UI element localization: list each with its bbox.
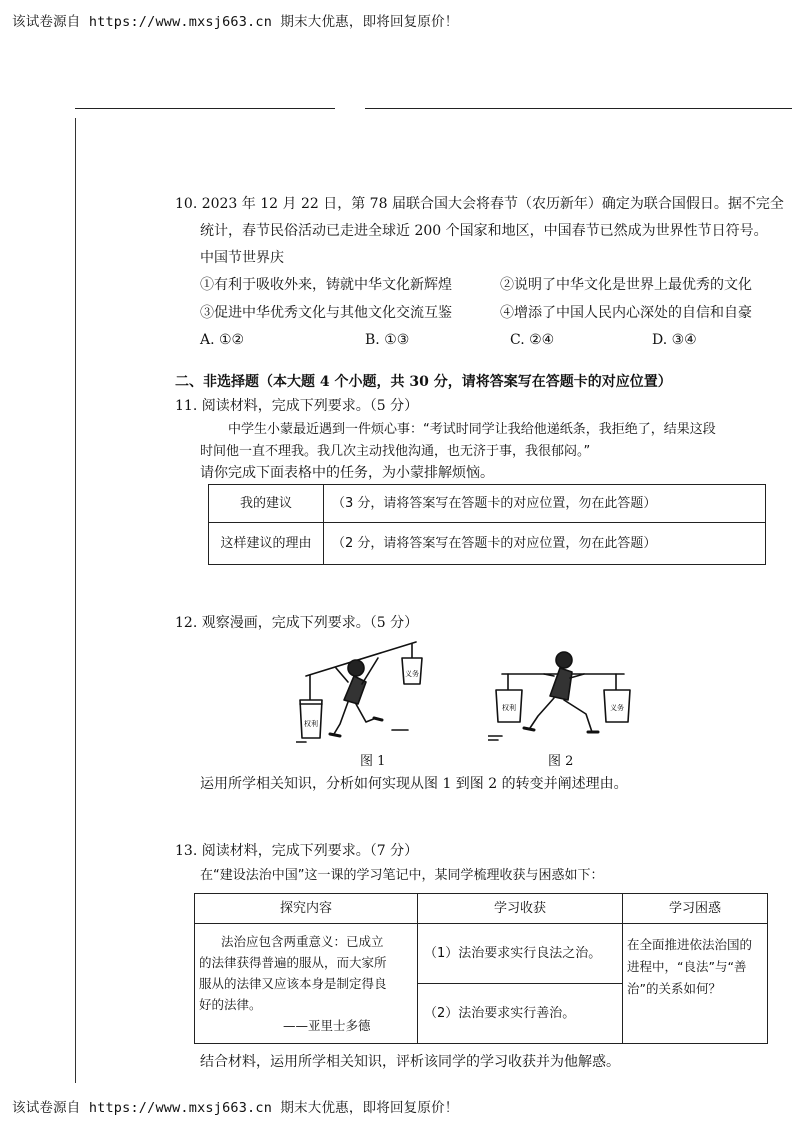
q11-title: 11. 阅读材料，完成下列要求。（5 分） (175, 398, 419, 414)
q13-gain-2: （2）法治要求实行善治。 (418, 984, 623, 1044)
q12-task: 运用所学相关知识，分析如何实现从图 1 到图 2 的转变并阐述理由。 (200, 776, 628, 792)
q11-table (208, 484, 766, 565)
q10-line2: 统计，春节民俗活动已走进全球近 200 个国家和地区，中国春节已然成为世界性节日符号。 (200, 223, 768, 239)
q10-option-1: ①有利于吸收外来，铸就中华文化新辉煌 (200, 277, 452, 293)
q13-intro: 在“建设法治中国”这一课的学习笔记中，某同学梳理收获与困惑如下： (200, 868, 604, 883)
q10-option-2: ②说明了中华文化是世界上最优秀的文化 (500, 277, 752, 293)
q10-option-3: ③促进中华优秀文化与其他文化交流互鉴 (200, 305, 452, 321)
figure-1-bucket-duty: 义务 (405, 670, 419, 678)
q12-title: 12. 观察漫画，完成下列要求。（5 分） (175, 615, 419, 631)
q11-material-line1: 中学生小蒙最近遇到一件烦心事：“考试时同学让我给他递纸条，我拒绝了，结果这段 (228, 422, 716, 437)
figure-2-cartoon (488, 640, 638, 748)
section2-heading: 二、非选择题（本大题 4 个小题，共 30 分，请将答案写在答题卡的对应位置） (175, 374, 672, 390)
q13-content-line1: 法治应包含两重意义：已成立 (221, 934, 384, 949)
q13-title: 13. 阅读材料，完成下列要求。（7 分） (175, 843, 419, 859)
q11-material-line2: 时间他一直不理我。我几次主动找他沟通，也无济于事，我很郁闷。” (200, 444, 591, 459)
q10-line1: 10. 2023 年 12 月 22 日，第 78 届联合国大会将春节（农历新年）确定为联合国假日。据不完全 (175, 196, 784, 212)
figure-1-caption: 图 1 (360, 754, 386, 769)
q13-confusion-line2: 进程中，“良法”与“善 (627, 959, 747, 974)
q11-task: 请你完成下面表格中的任务，为小蒙排解烦恼。 (200, 465, 494, 481)
q10-choice-a: A. ①② (200, 332, 245, 348)
binding-line (75, 118, 76, 1083)
q13-gain-1: （1）法治要求实行良法之治。 (418, 924, 623, 984)
q13-content-cell (195, 924, 418, 1044)
q11-row1-value: （3 分，请将答案写在答题卡的对应位置，勿在此答题） (324, 485, 766, 523)
q10-choice-d: D. ③④ (652, 332, 697, 348)
figure-2-bucket-rights: 权利 (502, 704, 516, 712)
q13-content-line3: 服从的法律又应该本身是制定得良 (199, 976, 387, 991)
q10-line3: 中国节世界庆 (200, 250, 284, 266)
q13-task: 结合材料，运用所学相关知识，评析该同学的学习收获并为他解惑。 (200, 1054, 620, 1070)
q11-row1-label: 我的建议 (209, 485, 324, 523)
figure-2-bucket-duty: 义务 (610, 704, 624, 712)
bottom-banner: 该试卷源自 https://www.mxsj663.cn 期末大优惠，即将回复原价！ (12, 1100, 459, 1116)
header-rule (75, 108, 792, 109)
q13-content-author: ——亚里士多德 (283, 1018, 371, 1033)
q11-row2-value: （2 分，请将答案写在答题卡的对应位置，勿在此答题） (324, 523, 766, 565)
q10-choice-b: B. ①③ (365, 332, 410, 348)
top-banner: 该试卷源自 https://www.mxsj663.cn 期末大优惠，即将回复原价！ (12, 14, 459, 30)
q10-option-4: ④增添了中国人民内心深处的自信和自豪 (500, 305, 752, 321)
q13-col-header-content: 探究内容 (195, 894, 418, 924)
figure-1-cartoon (296, 638, 446, 748)
q13-content-line2: 的法律获得普遍的服从，而大家所 (199, 955, 387, 970)
q10-choice-c: C. ②④ (510, 332, 555, 348)
q13-confusion-cell (623, 924, 768, 1044)
q13-col-header-gain: 学习收获 (418, 894, 623, 924)
figure-1-bucket-rights: 权利 (304, 720, 318, 728)
figure-2-caption: 图 2 (548, 754, 574, 769)
q13-confusion-line1: 在全面推进依法治国的 (627, 937, 753, 952)
q13-content-line4: 好的法律。 (199, 997, 262, 1012)
q13-col-header-confusion: 学习困惑 (623, 894, 768, 924)
q11-row2-label: 这样建议的理由 (209, 523, 324, 565)
q13-table (194, 893, 768, 1044)
q13-confusion-line3: 治”的关系如何？ (627, 981, 721, 996)
